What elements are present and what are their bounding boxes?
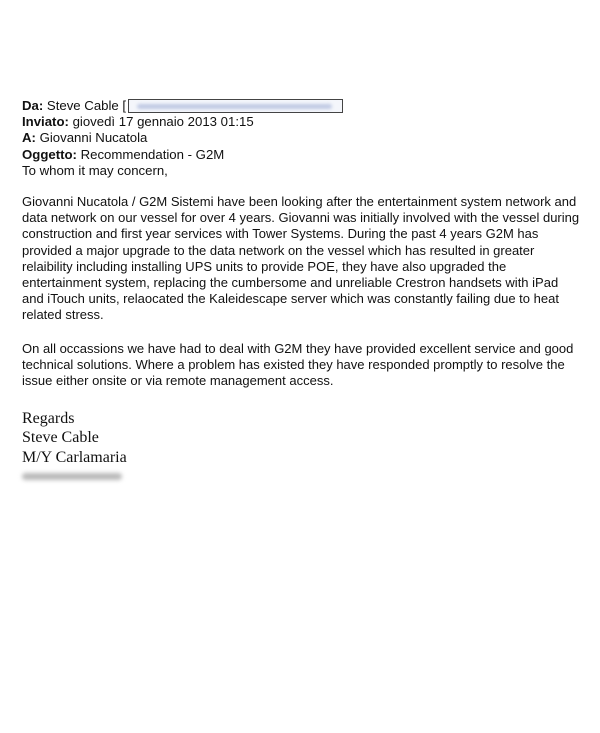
vessel-name: M/Y Carlamaria	[22, 448, 127, 466]
redacted-phone	[22, 471, 122, 482]
body-paragraph-1: Giovanni Nucatola / G2M Sistemi have been looking after the entertainment system network and data network on our vessel for over 4 years. Giovanni was initially involved with the vessel during construction and first year services with Tower Systems. During the past 4 years G2M has provided a major upgrade to the data network on the vessel which has resulted in greater relaibility including installing UPS units to provide POE, they have also upgraded the entertainment system, replacing the cumbersome and unreliable Crestron handsets with iPad and iTouch units, relaocated the Kaleidescape server which was constantly failing due to heat related stress.	[22, 194, 580, 323]
letter-body	[22, 194, 582, 406]
subject-value: Recommendation - G2M	[80, 146, 225, 162]
from-value: Steve Cable [	[46, 98, 127, 113]
subject-line	[22, 147, 582, 163]
to-value: Giovanni Nucatola	[39, 130, 148, 146]
body-paragraph-2: On all occassions we have had to deal with G2M they have provided excellent service and good technical solutions. Where a problem has existed they have responded promptly to resolve the issue either onsite or via remote management access.	[22, 340, 574, 389]
sent-label: Inviato:	[22, 114, 69, 130]
redaction-blur	[22, 473, 122, 480]
sent-line	[22, 114, 582, 130]
redaction-blur	[137, 104, 332, 109]
closing: Regards	[22, 410, 75, 427]
email-header	[22, 98, 582, 179]
signer-name: Steve Cable	[22, 429, 99, 447]
to-line	[22, 130, 582, 146]
subject-label: Oggetto:	[22, 146, 77, 162]
from-line	[22, 98, 582, 114]
salutation: To whom it may concern,	[22, 162, 168, 178]
signature-block	[22, 409, 127, 482]
redacted-email-box	[128, 99, 343, 113]
sent-value: giovedì 17 gennaio 2013 01:15	[72, 114, 254, 130]
from-label: Da:	[22, 98, 44, 113]
to-label: A:	[22, 130, 36, 146]
